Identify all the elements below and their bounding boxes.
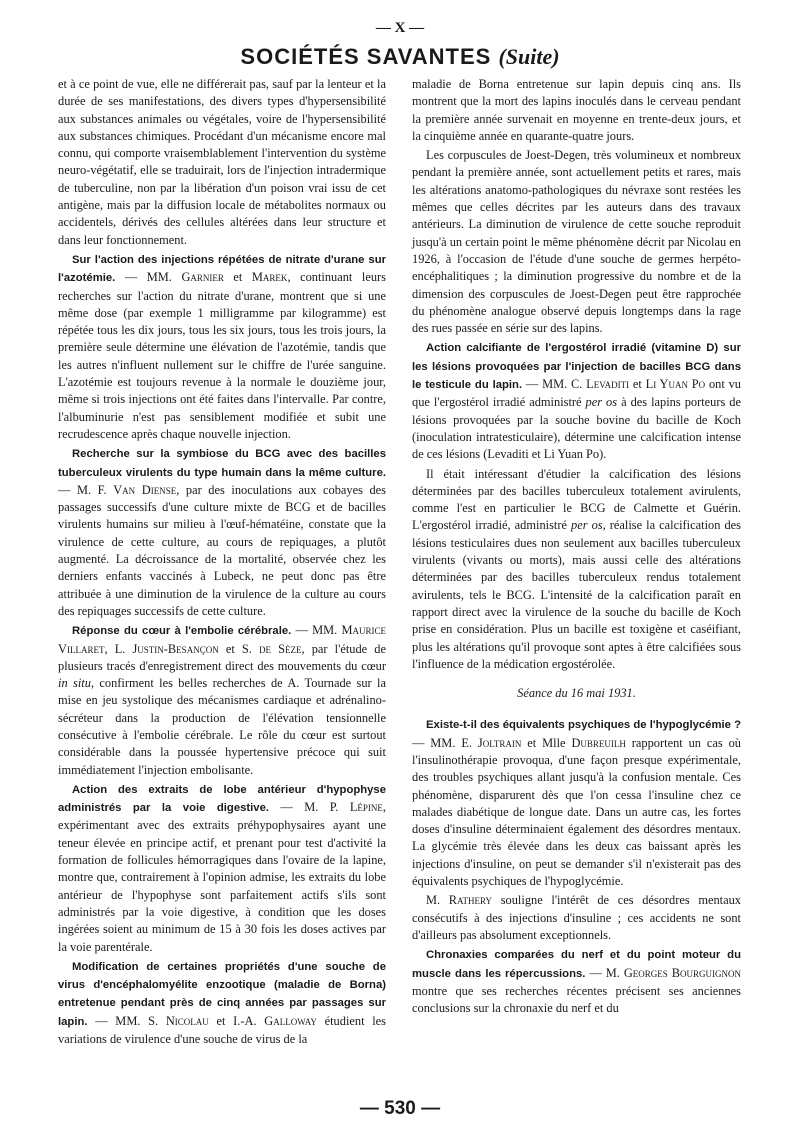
abstract-hypoglycemia: Existe-t-il des équivalents psychiques de l'hypoglycémie ? — MM. E. Joltrain et Mlle Dubreuilh rapportent un cas où l'insulinothérapie provoqua, d'une façon presque expérimentale, des troubles psychiques allant jusqu'à la confusion mentale. Ces phénomène, disparurent dès que l'on cessa l'insuline chez ce malades diabétique de longue date. Dans un autre cas, les fortes doses d'insuline déterminaient également des désordres mentaux. La glycémie très élevée dans les deux cas baissant après les injections d'insuline, on peut se demander s'il n'existerait pas des équivalents psychiques de l'hypoglycémie. bbox=[412, 719, 742, 889]
author: Van Diense bbox=[113, 482, 177, 497]
session-heading: Séance du 16 mai 1931. bbox=[517, 686, 636, 701]
abstract-ergosterol: Action calcifiante de l'ergostérol irradié (vitamine D) sur les lésions provoquées par l'injection de bacilles BCG dans le testicule du lapin. — MM. C. Levaditi et Li Yuan Po ont vu que l'ergostérol irradié administré per os à des lapins porteurs de lésions provoquées par la souche bovine du bacille de Koch (inoculation intratesticulaire), détermine une calcification intense de ces lésions (Levaditi et Li Yuan Po). bbox=[412, 342, 741, 462]
paragraph: et à ce point de vue, elle ne différerait pas, sauf par la lenteur et la durée de ses manifestations, des divers types d'hypersensibilité aux substances animales ou végétales, voire de l'hypersensibilité aux substances chimiques. Procédant d'un mécanisme encore mal connu, qui comporte vraisemblablement l'intervention du système neuro-végétatif, elle se traduirait, lors de l'injection intradermique de tuberculine, non par la libération d'un poison vrai issu de cet antigène, mais par la diffusion locale de métabolites normaux ou accidentels, dérivés des cellules altérées dans leur structure et dans leur fonctionnement. bbox=[58, 77, 386, 247]
author: Li Yuan Po bbox=[645, 377, 706, 392]
abstract-text: , expérimentant avec des extraits préhypophysaires ayant une teneur élevée en principe actif, et prenant pour test d'activité la formation de follicules hémorragiques dans l'ovaire de la lapine, montre que, contrairement à l'opinion admise, les extraits du lobe antérieur de l'hypophyse sont parfaitement actifs s'ils sont administrés par la voie digestive, à condition que les doses ingérées soient au minimum de 15 à 30 fois les doses actives par la voie parentérale. bbox=[58, 800, 387, 954]
abstract-text: à des lapins porteurs de lésions provoquées par la souche bovine du bacille de Koch (inoculation intratesticulaire), détermine une calcification intense de ces lésions (Levaditi et Li Yuan Po). bbox=[412, 395, 741, 462]
author: Dubreuilh bbox=[571, 735, 626, 750]
abstract-text: montre que ses recherches récentes précisent ses anciennes conclusions sur la chronaxie du nerf et du bbox=[412, 983, 741, 1016]
author: S. de Sèze bbox=[241, 641, 302, 656]
header-subtitle: (Suite) bbox=[498, 44, 560, 69]
abstract-text: , confirment les belles recherches de A. Tournade sur la mise en jeu systolique des mécanismes cardiaque et adrénalino-sécréteur dans la production de l'élévation tensionnelle consécutive à l'embolie cérébrale. Le rôle du cœur est surtout considérable dans la poussée hypertensive précoce qui suit immédiatement l'injection embolisante. bbox=[58, 676, 387, 777]
article-title: Recherche sur la symbiose du BCG avec des bacilles tuberculeux virulents du type humain dans la même culture. bbox=[58, 448, 386, 479]
article-title: Modification de certaines propriétés d'une souche de virus d'encéphalomyélite enzootique (maladie de Borna) entretenue pendant près de cinq années par passages sur lapin. bbox=[58, 960, 386, 1028]
author: Rathery bbox=[448, 893, 493, 908]
abstract-text: ont vu que l'ergostérol irradié administré bbox=[412, 377, 741, 410]
paragraph: Les corpuscules de Joest-Degen, très volumineux et nombreux pendant la première année, sont actuellement petits et rares, mais les altérations anatomo-pathologiques du névraxe sont restées les mêmes que celles décrites par les auteurs dans des travaux antérieurs. La diminution de virulence de cette souche reproduit jusqu'à un certain point le même phénomène décrit par Nicolau en 1926, à l'occasion de l'étude d'une souche de germes herpéto-encéphalitiques ; la diminution progressive du nombre et de la dimension des corpuscules de Joest-Degen peut être rapprochée du phénomène analogue observé depuis longtemps dans la rage des rues passée en série sur des lapins. bbox=[412, 148, 741, 336]
right-column bbox=[412, 76, 741, 1019]
author: Nicolau bbox=[165, 1013, 209, 1028]
author: L. Justin-Besançon bbox=[114, 641, 219, 656]
comment-rathery: M. Rathery souligne l'intérêt de ces désordres mentaux consécutifs à des injections d'insuline ; ces accidents ne sont d'ailleurs pas absolument exceptionnels. bbox=[412, 893, 741, 942]
author: Garnier bbox=[181, 270, 224, 285]
author: Maurice Villaret bbox=[58, 623, 386, 656]
author: Marek bbox=[251, 270, 288, 285]
left-column bbox=[58, 76, 386, 1050]
abstract-uranium: Sur l'action des injections répétées de nitrate d'urane sur l'azotémie. — MM. Garnier et Marek, continuant leurs recherches sur l'action du nitrate d'urane, montrent que si une même dose (par exemple 1 milligramme par kilogramme) est répétée tous les dix jours, tous les six jours, tous les trois jours, la première seule détermine une élévation de l'azotémie, tandis que les autres n'influent nullement sur le chiffre de l'urée sanguine. L'azotémie est toujours revenue à la normale le douzième jour, même si trois injections ont été faites dans l'intervalle. Par contre, l'albuminurie n'est pas sensiblement modifiée et subit une recrudescence après chaque nouvelle injection. bbox=[58, 253, 386, 441]
article-title: Existe-t-il des équivalents psychiques de l'hypoglycémie ? bbox=[426, 719, 741, 732]
paragraph: maladie de Borna entretenue sur lapin depuis cinq ans. Ils montrent que la mort des lapins inoculés dans le cerveau pendant la première année survenait en moyenne en trente-deux jours, et la cinquième année en quarante-quatre jours. bbox=[412, 77, 741, 143]
article-title: Chronaxies comparées du nerf et du point moteur du muscle dans les répercussions. bbox=[412, 949, 741, 980]
abstract-heart-embolism: Réponse du cœur à l'embolie cérébrale. — MM. Maurice Villaret, L. Justin-Besançon et S. de Sèze, par l'étude de plusieurs tracés d'enregistrement direct des mouvements du cœur in situ, confirment les belles recherches de A. Tournade sur la mise en jeu systolique des mécanismes cardiaque et adrénalino-sécréteur dans la production de l'élévation tensionnelle consécutive à l'embolie cérébrale. Le rôle du cœur est surtout considérable dans la poussée hypertensive précoce qui suit immédiatement l'injection embolisante. bbox=[58, 623, 387, 777]
page-number: — 530 — bbox=[359, 1098, 441, 1119]
page-header bbox=[0, 44, 800, 70]
abstract-text: , continuant leurs recherches sur l'action du nitrate d'urane, montrent que si une même dose (par exemple 1 milligramme par kilogramme) est répétée tous les dix jours, tous les six jours, tous les trois jours, la première seule détermine une élévation de l'azotémie, tandis que les autres n'influent nullement sur le chiffre de l'urée sanguine. L'azotémie est toujours revenue à la normale le douzième jour, même si trois injections ont été faites dans l'intervalle. Par contre, l'albuminurie n'est pas sensiblement modifiée et subit une recrudescence après chaque nouvelle injection. bbox=[58, 270, 386, 441]
author: Joltrain bbox=[477, 735, 522, 750]
abstract-text: souligne l'intérêt de ces désordres mentaux consécutifs à des injections d'insuline ; ces accidents ne sont d'ailleurs pas absolument exceptionnels. bbox=[412, 893, 741, 942]
author: Galloway bbox=[264, 1013, 317, 1028]
author: Lépine bbox=[349, 800, 383, 815]
abstract-text: étudient les variations de virulence d'une souche de virus de la bbox=[58, 1013, 387, 1047]
section-mark: — X — bbox=[375, 20, 425, 36]
article-title: Sur l'action des injections répétées de nitrate d'urane sur l'azotémie. bbox=[58, 253, 386, 285]
abstract-hypophysis: Action des extraits de lobe antérieur d'hypophyse administrés par la voie digestive. — M. P. Lépine, expérimentant avec des extraits préhypophysaires ayant une teneur élevée en principe actif, et prenant pour test d'activité la formation de follicules hémorragiques dans l'ovaire de la lapine, montre que, contrairement à l'opinion admise, les extraits du lobe antérieur de l'hypophyse sont parfaitement actifs s'ils sont administrés par la voie digestive, à condition que les doses ingérées soient au minimum de 15 à 30 fois les doses actives par la voie parentérale. bbox=[58, 783, 387, 954]
abstract-chronaxies: Chronaxies comparées du nerf et du point moteur du muscle dans les répercussions. — M. Georges Bourguignon montre que ses recherches récentes précisent ses anciennes conclusions sur la chronaxie du nerf et du bbox=[412, 949, 741, 1016]
abstract-borna-virus: Modification de certaines propriétés d'une souche de virus d'encéphalomyélite enzootique (maladie de Borna) entretenue pendant près de cinq années par passages sur lapin. — MM. S. Nicolau et I.-A. Galloway étudient les variations de virulence d'une souche de virus de la bbox=[58, 960, 387, 1047]
abstract-text: rapportent un cas où l'insulinothérapie provoqua, d'une façon presque expérimentale, des troubles psychiques allant jusqu'à la confusion mentale. Ces phénomène, disparurent dès que l'on cessa l'insuline chez ce malades diabétique de longue date. Dans un autre cas, les fortes doses d'insuline déterminaient également des désordres mentaux. La glycémie très élevée dans les deux cas baissant après les injections d'insuline, on peut se demander s'il n'existerait pas des équivalents psychiques de l'hypoglycémie. bbox=[412, 735, 742, 889]
author: Georges Bourguignon bbox=[623, 965, 741, 980]
abstract-text: , par des inoculations aux cobayes des passages successifs d'une culture mixte de BCG et de bacilles virulents humains sur milieu à l'œuf-hématéine, constate que la virulence de cette culture, au cours de repiquages, a plutôt augmenté. La décroissance de la mortalité, observée chez les derniers enfants vaccinés à Lubeck, ne peut donc pas être attribuée à une diminution de la virulence de la culture au cours des repiquages successifs de cette culture. bbox=[58, 482, 386, 618]
article-title: Action des extraits de lobe antérieur d'hypophyse administrés par la voie digestive. bbox=[58, 783, 386, 815]
header-title: SOCIÉTÉS SAVANTES bbox=[240, 44, 492, 69]
paragraph: Il était intéressant d'étudier la calcification des lésions déterminées par des bacilles tuberculeux totalement avirulents, comme l'est en particulier le BCG de Calmette et Guérin. L'ergostérol irradié, administré per os, réalise la calcification des lésions testiculaires dues non seulement aux bacilles tuberculeux virulents (vivants ou morts), mais aussi celle des altérations déterminées par des bacilles tuberculeux rendus totalement avirulents, tels le BCG. L'intensité de la calcification paraît en rapport direct avec la virulence de la souche du bacille de Koch prise en considération. Plus un bacille est toxigène et caséifiant, plus les altérations qu'il provoque sont aptes à être calcifiées sous l'influence de la médication ergostérolée. bbox=[412, 466, 741, 671]
article-title: Réponse du cœur à l'embolie cérébrale. bbox=[72, 625, 292, 638]
abstract-bcg-symbiosis: Recherche sur la symbiose du BCG avec des bacilles tuberculeux virulents du type humain dans la même culture. — M. F. Van Diense, par des inoculations aux cobayes des passages successifs d'une culture mixte de BCG et de bacilles virulents humains sur milieu à l'œuf-hématéine, constate que la virulence de cette culture, au cours de repiquages, a plutôt augmenté. La décroissance de la mortalité, observée chez les derniers enfants vaccinés à Lubeck, ne peut donc pas être attribuée à une diminution de la virulence de la culture au cours des repiquages successifs de cette culture. bbox=[58, 448, 386, 618]
article-title: Action calcifiante de l'ergostérol irradié (vitamine D) sur les lésions provoquées par l'injection de bacilles BCG dans le testicule du lapin. bbox=[412, 342, 741, 392]
author: Levaditi bbox=[586, 377, 630, 392]
abstract-text: , par l'étude de plusieurs tracés d'enregistrement direct des mouvements du cœur bbox=[58, 641, 387, 673]
